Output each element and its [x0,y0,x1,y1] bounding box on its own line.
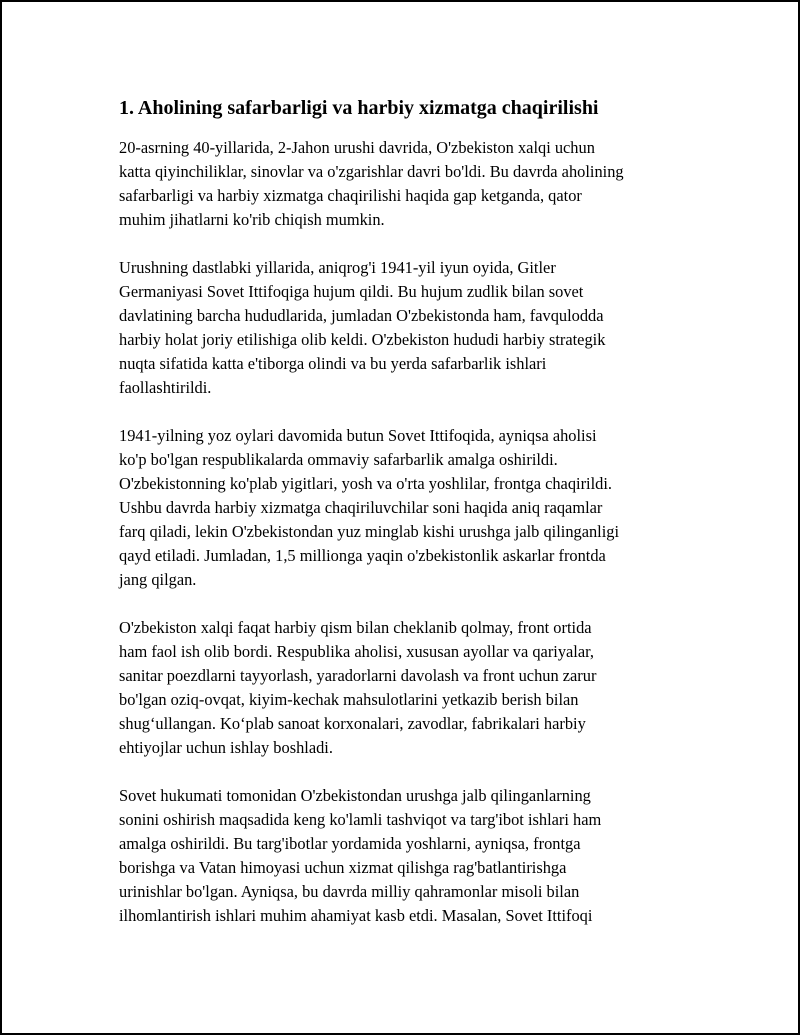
text-line: nuqta sifatida katta e'tiborga olindi va bu yerda safarbarlik ishlari [119,354,547,373]
text-line: shug‘ullangan. Ko‘plab sanoat korxonalari, zavodlar, fabrikalari harbiy [119,714,586,733]
text-line: 1941-yilning yoz oylari davomida butun Sovet Ittifoqida, ayniqsa aholisi [119,426,597,445]
text-line: sanitar poezdlarni tayyorlash, yaradorlarni davolash va front uchun zarur [119,666,597,685]
text-line: borishga va Vatan himoyasi uchun xizmat qilishga rag'batlantirishga [119,858,567,877]
text-line: bo'lgan oziq-ovqat, kiyim-kechak mahsulotlarini yetkazib berish bilan [119,690,579,709]
text-line: urinishlar bo'lgan. Ayniqsa, bu davrda milliy qahramonlar misoli bilan [119,882,580,901]
text-line: O'zbekiston xalqi faqat harbiy qism bilan cheklanib qolmay, front ortida [119,618,592,637]
text-line: faollashtirildi. [119,378,212,397]
text-line: Sovet hukumati tomonidan O'zbekistondan urushga jalb qilinganlarning [119,786,591,805]
paragraph-5 [119,784,699,928]
text-line: Ushbu davrda harbiy xizmatga chaqiriluvchilar soni haqida aniq raqamlar [119,498,603,517]
text-line: farq qiladi, lekin O'zbekistondan yuz minglab kishi urushga jalb qilinganligi [119,522,620,541]
text-line: katta qiyinchiliklar, sinovlar va o'zgarishlar davri bo'ldi. Bu davrda aholining [119,162,624,181]
text-line: ehtiyojlar uchun ishlay boshladi. [119,738,333,757]
text-line: harbiy holat joriy etilishiga olib keldi. O'zbekiston hududi harbiy strategik [119,330,606,349]
text-line: davlatining barcha hududlarida, jumladan O'zbekistonda ham, favqulodda [119,306,604,325]
text-line: ko'p bo'lgan respublikalarda ommaviy safarbarlik amalga oshirildi. [119,450,558,469]
text-line: jang qilgan. [119,570,197,589]
text-line: qayd etiladi. Jumladan, 1,5 millionga yaqin o'zbekistonlik askarlar frontda [119,546,606,565]
document-body [119,94,699,952]
text-line: safarbarligi va harbiy xizmatga chaqirilishi haqida gap ketganda, qator [119,186,582,205]
text-line: 20-asrning 40-yillarida, 2-Jahon urushi davrida, O'zbekiston xalqi uchun [119,138,595,157]
text-line: Urushning dastlabki yillarida, aniqrog'i 1941-yil iyun oyida, Gitler [119,258,556,277]
text-line: Germaniyasi Sovet Ittifoqiga hujum qildi. Bu hujum zudlik bilan sovet [119,282,584,301]
paragraph-3 [119,424,699,592]
text-line: muhim jihatlarni ko'rib chiqish mumkin. [119,210,385,229]
text-line: ilhomlantirish ishlari muhim ahamiyat kasb etdi. Masalan, Sovet Ittifoqi [119,906,593,925]
section-heading: 1. Aholining safarbarligi va harbiy xizmatga chaqirilishi [119,97,599,119]
paragraph-4 [119,616,699,760]
text-line: O'zbekistonning ko'plab yigitlari, yosh va o'rta yoshlilar, frontga chaqirildi. [119,474,612,493]
text-line: ham faol ish olib bordi. Respublika aholisi, xususan ayollar va qariyalar, [119,642,595,661]
paragraph-2 [119,256,699,400]
text-line: amalga oshirildi. Bu targ'ibotlar yordamida yoshlarni, ayniqsa, frontga [119,834,581,853]
paragraph-1 [119,136,699,232]
text-line: sonini oshirish maqsadida keng ko'lamli tashviqot va targ'ibot ishlari ham [119,810,602,829]
